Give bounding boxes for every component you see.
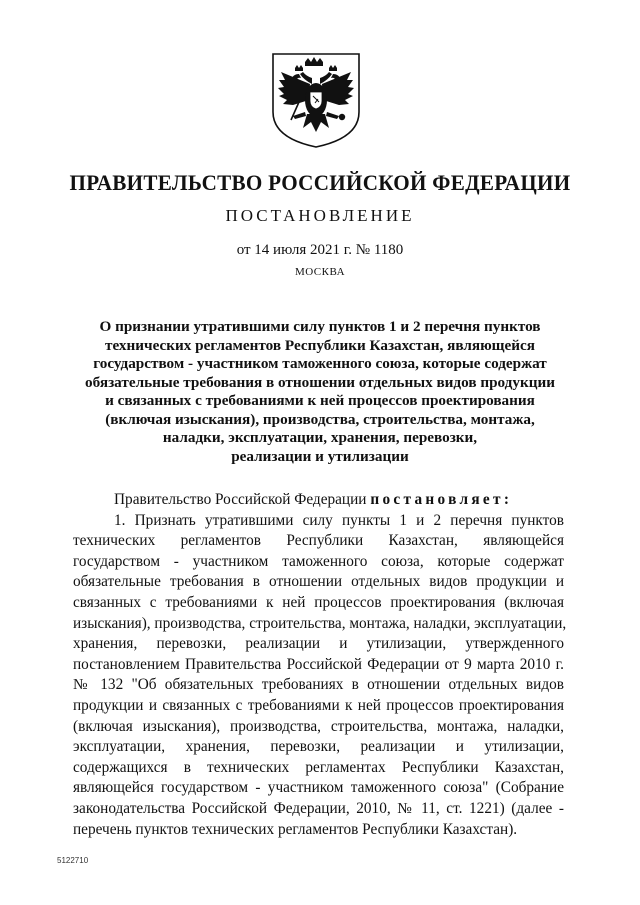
preamble-prefix: Правительство Российской Федерации bbox=[114, 491, 371, 508]
document-body bbox=[73, 490, 567, 840]
heading-line: государством - участником таможенного союза, которые содержат bbox=[93, 355, 547, 372]
coat-of-arms-icon bbox=[269, 50, 363, 150]
body-line: связанных с требованиями к ней процессов проектирования (включая bbox=[73, 593, 564, 611]
heading-line: реализации и утилизации bbox=[231, 447, 409, 465]
body-line: обязательные требования в отношении отдельных видов продукции и bbox=[73, 573, 564, 591]
body-line: эксплуатации, хранения, перевозки, реализации и утилизации, bbox=[73, 738, 564, 756]
heading-line: технических регламентов Республики Казахстан, являющейся bbox=[105, 336, 535, 354]
body-line: изыскания), производства, строительства, монтажа, наладки, эксплуатации, bbox=[73, 614, 567, 632]
document-code: 5122710 bbox=[57, 856, 89, 865]
body-line: 1. Признать утратившими силу пункты 1 и 2 перечня пунктов bbox=[114, 511, 564, 529]
body-line: хранения, перевозки, реализации и утилизации, утвержденного bbox=[73, 635, 564, 653]
body-line: технических регламентов Республики Казахстан, являющейся bbox=[73, 532, 564, 550]
body-line: содержащихся в технических регламентах Республики Казахстан, bbox=[73, 758, 564, 776]
document-heading bbox=[80, 318, 560, 466]
heading-line: наладки, эксплуатации, хранения, перевозки, bbox=[162, 429, 478, 446]
document-date-number: от 14 июля 2021 г. № 1180 bbox=[236, 242, 404, 258]
preamble bbox=[73, 490, 564, 511]
body-line: постановлением Правительства Российской Федерации от 9 марта 2010 г. bbox=[73, 655, 564, 673]
body-line: государством - участником таможенного союза, которые содержат bbox=[73, 552, 564, 570]
heading-line: обязательные требования в отношении отдельных видов продукции bbox=[85, 373, 555, 391]
heading-line: О признании утратившими силу пунктов 1 и 2 перечня пунктов bbox=[99, 318, 541, 335]
body-line: перечень пунктов технических регламентов Республики Казахстан). bbox=[73, 820, 518, 838]
document-city: МОСКВА bbox=[294, 266, 346, 278]
body-line: законодательства Российской Федерации, 2010, № 11, ст. 1221) (далее - bbox=[73, 799, 564, 817]
heading-line: (включая изыскания), производства, строительства, монтажа, bbox=[105, 410, 535, 428]
heading-line: и связанных с требованиями к ней процессов проектирования bbox=[105, 392, 535, 409]
preamble-keyword: постановляет: bbox=[370, 491, 513, 508]
body-line: (включая изыскания), производства, строительства, монтажа, наладки, bbox=[73, 717, 564, 735]
body-line: продукции и связанных с требованиями к ней процессов проектирования bbox=[73, 696, 564, 714]
body-line: № 132 "Об обязательных требованиях в отношении отдельных видов bbox=[73, 676, 564, 694]
body-line: являющейся государством - участником таможенного союза" (Собрание bbox=[73, 779, 564, 797]
government-title: ПРАВИТЕЛЬСТВО РОССИЙСКОЙ ФЕДЕРАЦИИ bbox=[69, 170, 571, 195]
document-type: ПОСТАНОВЛЕНИЕ bbox=[225, 206, 415, 225]
